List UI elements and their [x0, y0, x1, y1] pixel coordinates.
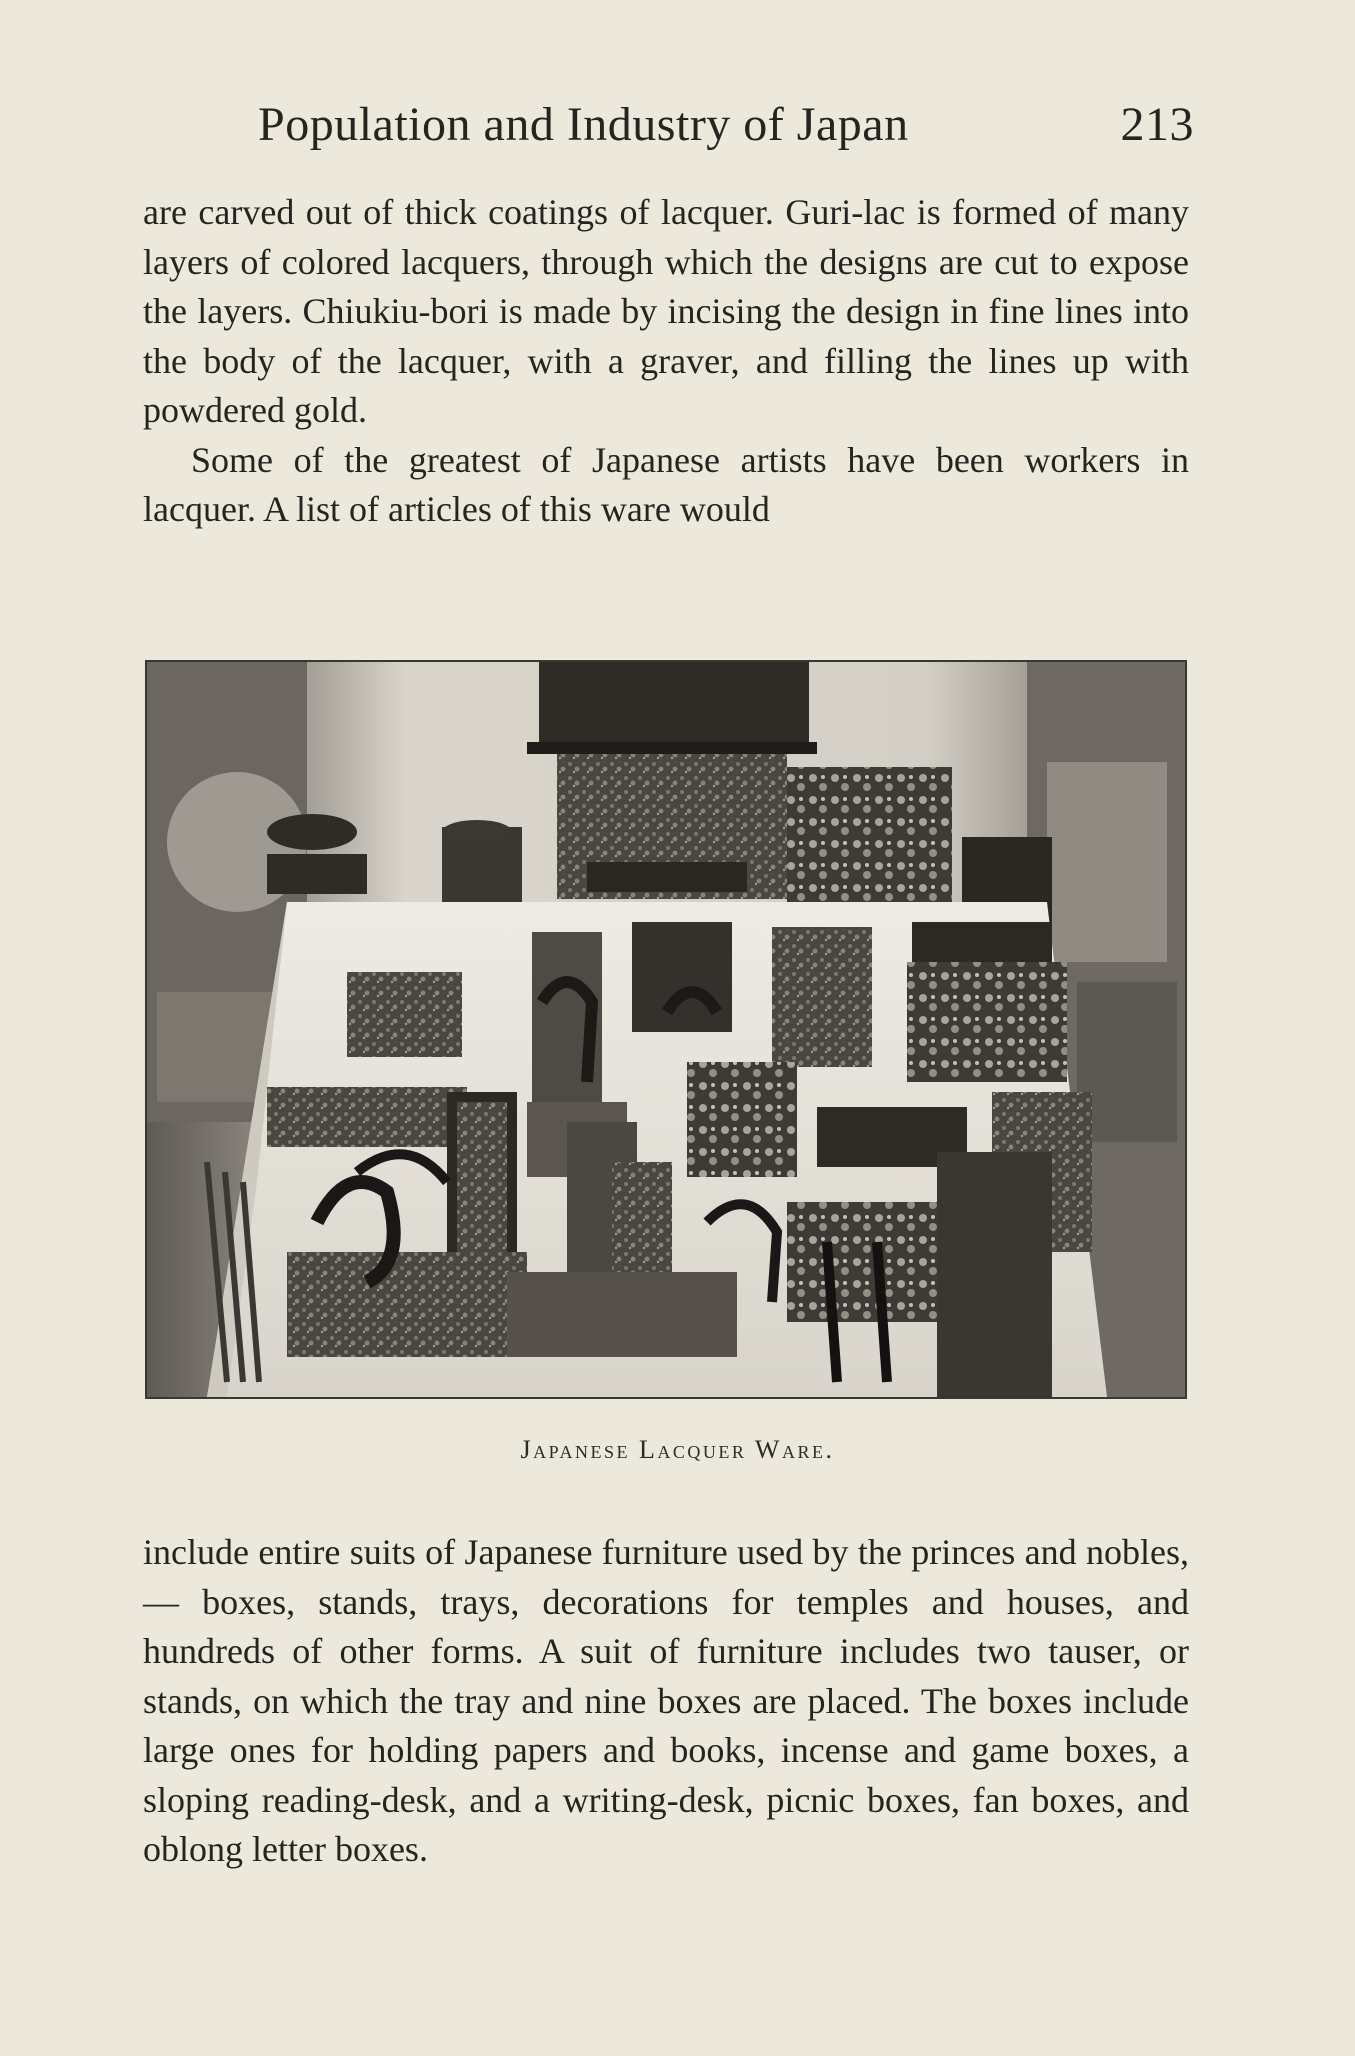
paragraph-furniture: include entire suits of Japanese furniture used by the princes and nobles, — boxes, stands, trays, decorations for temples and houses, and hundreds of other forms. A suit of furniture includes two tauser, or stands, on which the tray and nine boxes are placed. The boxes include large ones for holding papers and books, incense and game boxes, a sloping reading-desk, and a writing-desk, picnic boxes, fan boxes, and oblong letter boxes.	[143, 1532, 1189, 1869]
lacquer-ware-photograph	[145, 660, 1187, 1399]
paragraph-lacquer-artists: Some of the greatest of Japanese artists have been workers in lacquer. A list of articles of this ware would	[143, 439, 1189, 529]
paragraph-continuation: are carved out of thick coatings of lacquer. Guri-lac is formed of many layers of colored lacquers, through which the designs are cut to expose the layers. Chiukiu-bori is made by incising the design in fine lines into the body of the lacquer, with a graver, and filling the lines up with powdered gold.	[143, 192, 1189, 430]
running-head	[258, 90, 1194, 160]
figure-caption: Japanese Lacquer Ware.	[520, 1435, 835, 1464]
running-head-title: Population and Industry of Japan	[258, 98, 909, 151]
text-block-top	[143, 188, 1189, 535]
page-number: 213	[1120, 98, 1194, 151]
text-block-bottom	[143, 1528, 1189, 1875]
